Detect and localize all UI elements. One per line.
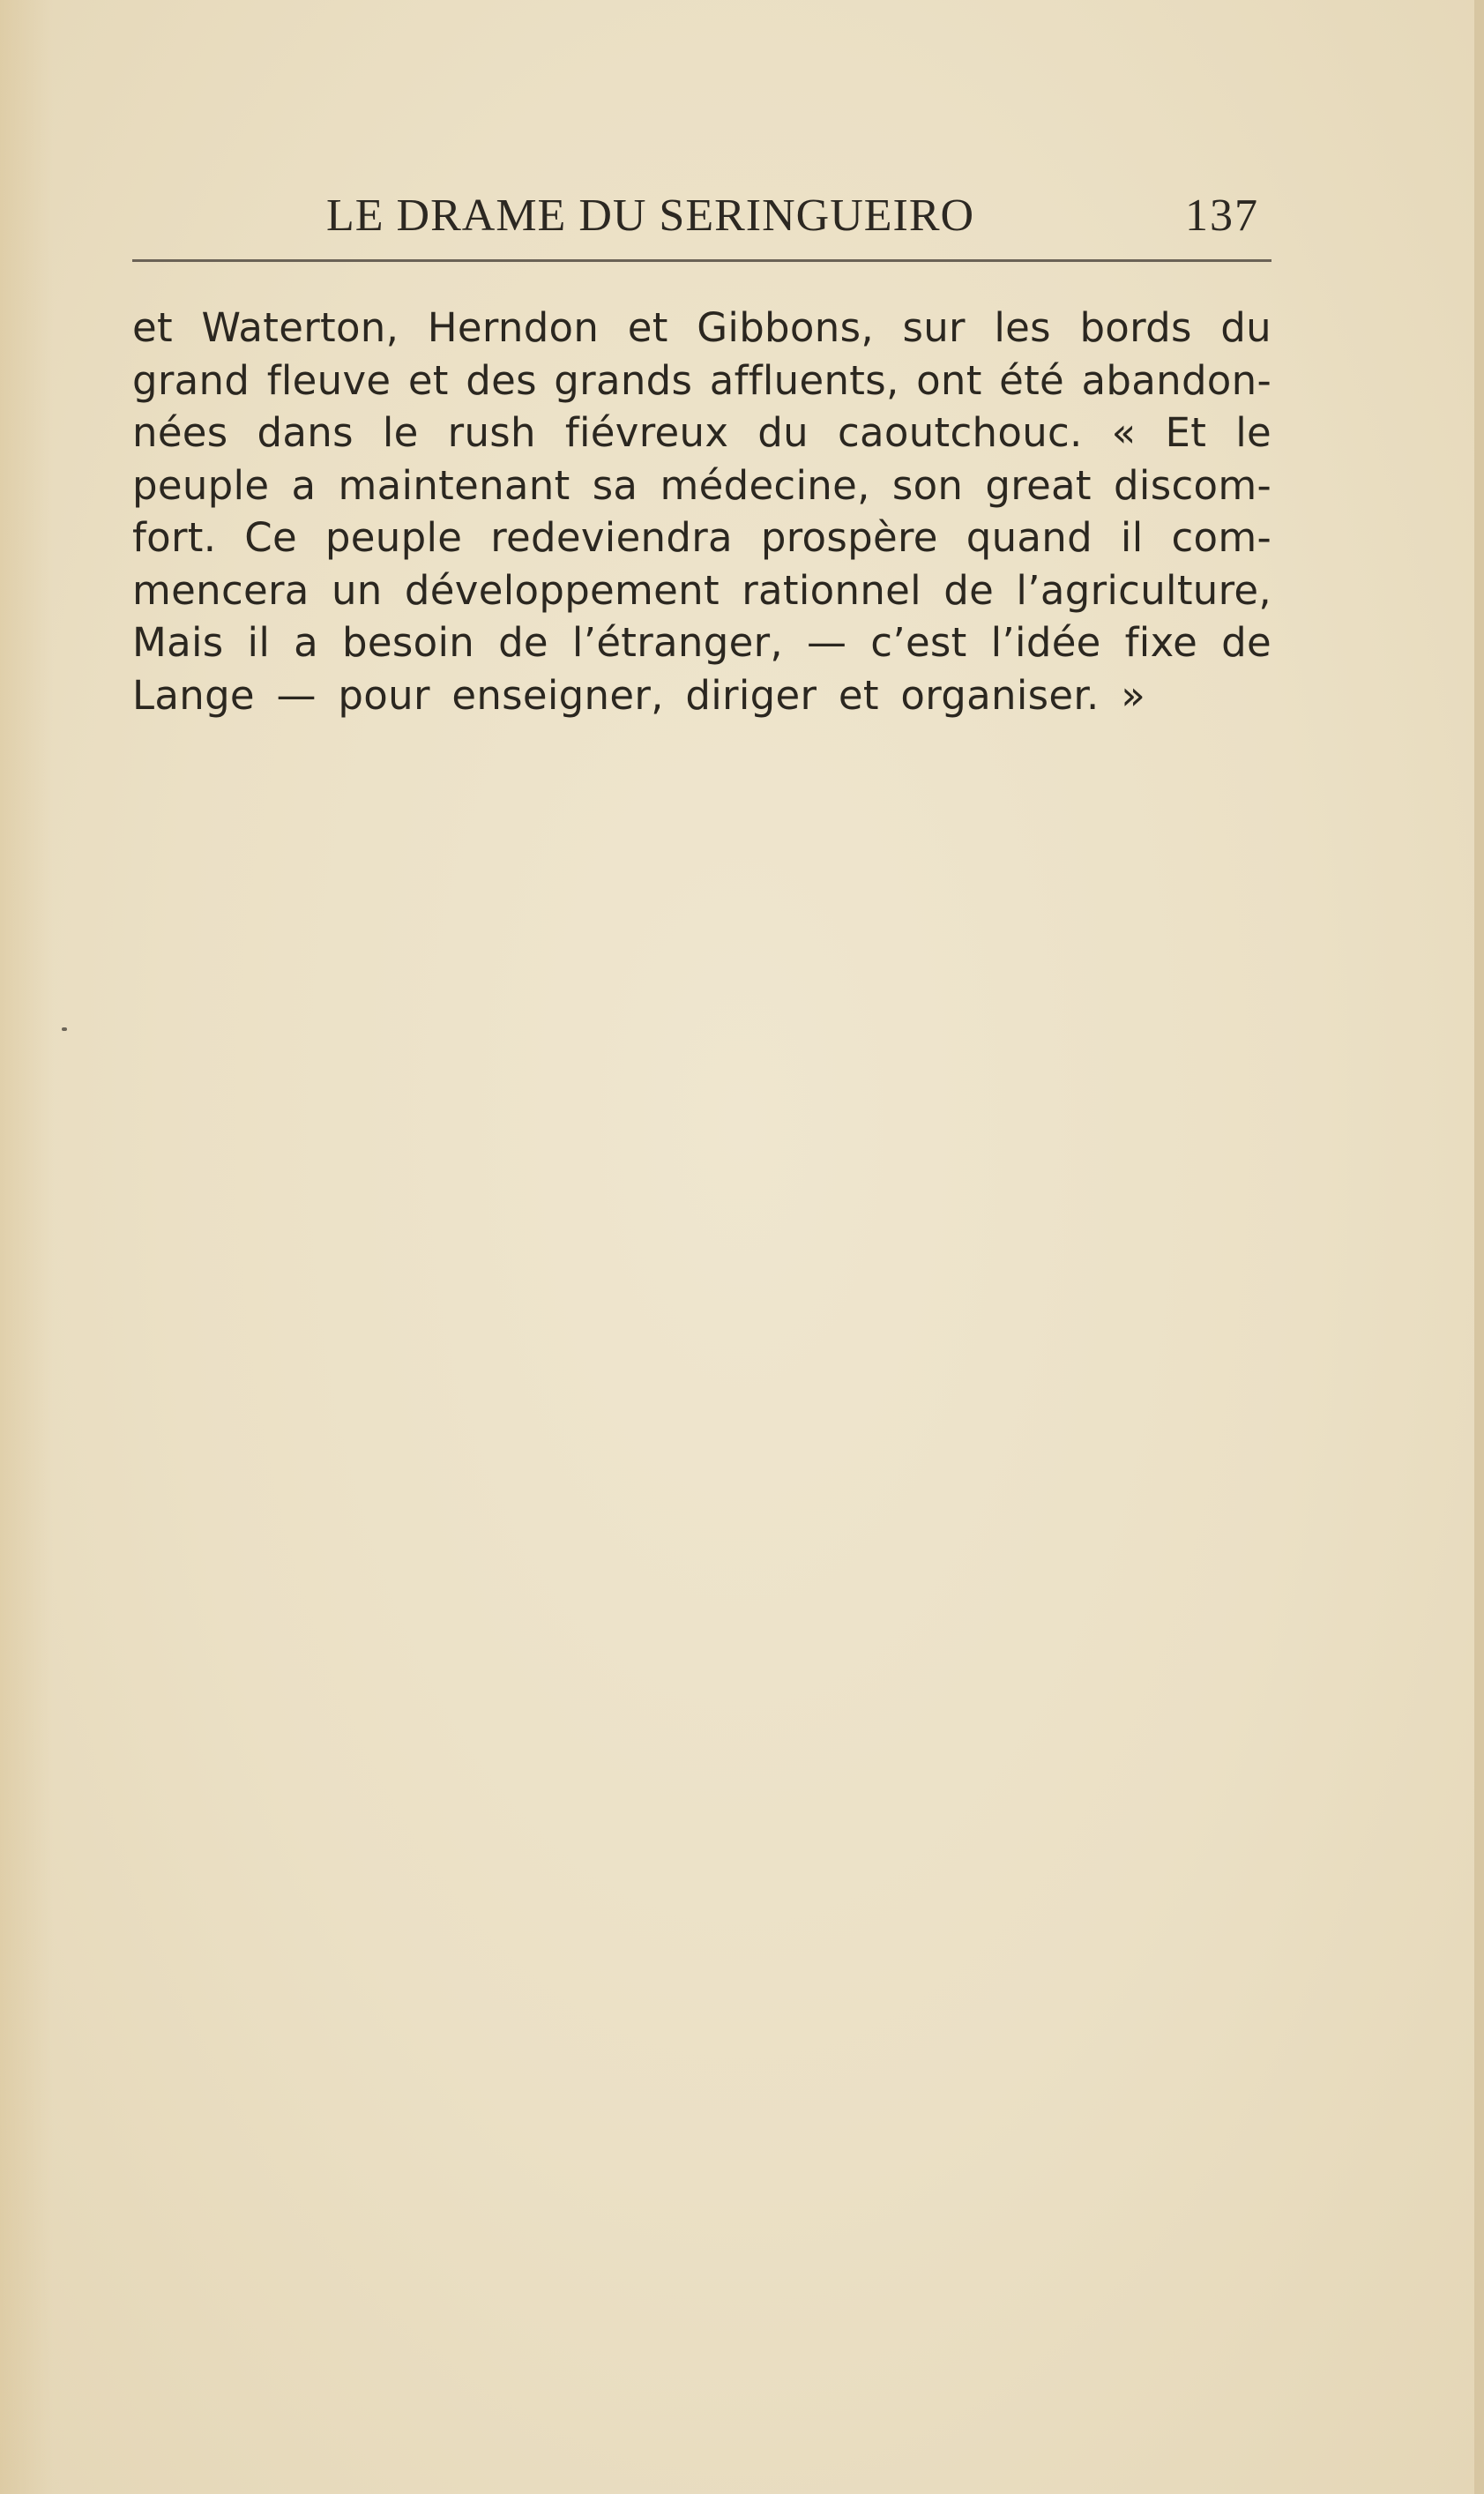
text-line: Mais il a besoin de l’étranger, — c’est l’idée fixe de — [132, 619, 1271, 666]
text-line: fort. Ce peuple redeviendra prospère quand il com- — [132, 514, 1271, 561]
body-paragraph — [132, 302, 1271, 721]
text-line: nées dans le rush fiévreux du caoutchouc. « Et le — [132, 409, 1271, 456]
text-line: mencera un développement rationnel de l’agriculture, — [132, 566, 1271, 614]
running-head — [132, 185, 1270, 247]
text-line: et Waterton, Herndon et Gibbons, sur les bords du — [132, 304, 1271, 351]
text-line: Lange — pour enseigner, diriger et organiser. » — [132, 671, 1146, 719]
text-line: grand fleuve et des grands affluents, ont été abandon- — [132, 356, 1271, 404]
page-number: 137 — [1185, 190, 1259, 241]
ink-speck — [62, 1027, 67, 1031]
page-right-edge — [1474, 0, 1484, 2494]
page-edge-shading — [0, 0, 53, 2494]
header-rule — [132, 259, 1271, 262]
running-head-title: LE DRAME DU SERINGUEIRO — [326, 190, 975, 241]
text-line: peuple a maintenant sa médecine, son great discom- — [132, 461, 1271, 509]
